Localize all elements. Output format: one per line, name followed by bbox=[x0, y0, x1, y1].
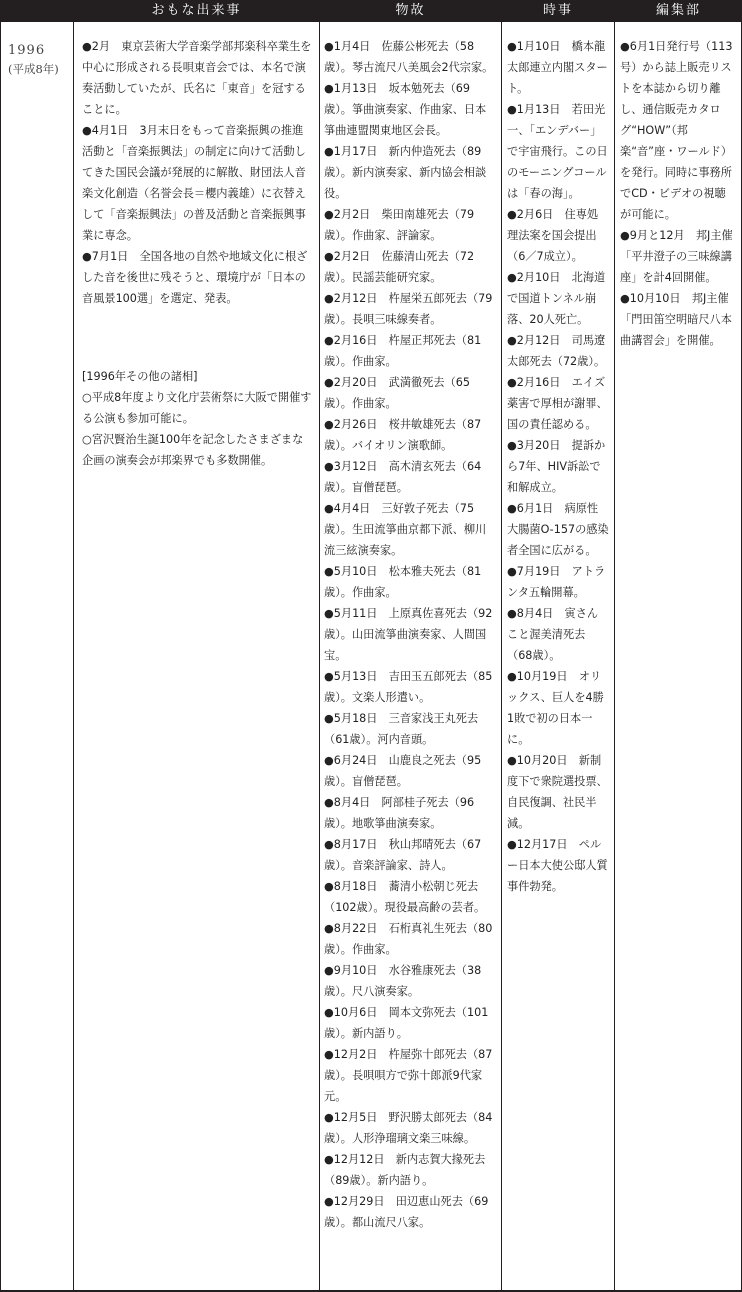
editorial-entry: ●10月10日 邦J主催「門田笛空明暗尺八本曲講習会」を開催。 bbox=[620, 292, 732, 347]
table-header bbox=[0, 0, 742, 22]
current-event-entry: ●2月6日 住専処理法案を国会提出（6／7成立）。 bbox=[507, 208, 599, 263]
current-event-entry: ●7月19日 アトランタ五輪開幕。 bbox=[507, 565, 606, 599]
obituary-entry: ●2月16日 杵屋正邦死去（81歳）。作曲家。 bbox=[324, 334, 482, 368]
editorial-entry: ●9月と12月 邦J主催「平井澄子の三味線講座」を計4回開催。 bbox=[620, 229, 733, 284]
obituary-entry: ●8月17日 秋山邦晴死去（67歳）。音楽評論家、詩人。 bbox=[324, 838, 482, 872]
obituary-entry: ●8月4日 阿部桂子死去（96歳）。地歌箏曲演奏家。 bbox=[324, 796, 475, 830]
current-event-entry: ●8月4日 寅さんこと渥美清死去（68歳）。 bbox=[507, 607, 599, 662]
current-event-entry: ●2月16日 エイズ薬害で厚相が謝罪、国の責任認める。 bbox=[507, 376, 608, 431]
obituary-entry: ●9月10日 水谷雅康死去（38歳）。尺八演奏家。 bbox=[324, 964, 482, 998]
header-editorial: 編集部 bbox=[655, 3, 701, 18]
obituary-entry: ●2月12日 杵屋栄五郎死去（79歳）。長唄三味線奏者。 bbox=[324, 292, 493, 326]
table-border-left bbox=[0, 0, 1, 1292]
obituary-entry: ●4月4日 三好敦子死去（75歳）。生田流箏曲京都下派、柳川流三絃演奏家。 bbox=[324, 502, 487, 557]
year-era: (平成8年) bbox=[8, 62, 59, 76]
obituary-entry: ●5月10日 松本雅夫死去（81歳）。作曲家。 bbox=[324, 565, 482, 599]
obituary-entry: ●2月2日 佐藤清山死去（72歳）。民謡芸能研究家。 bbox=[324, 250, 475, 284]
year-cell bbox=[8, 42, 70, 78]
obituary-entry: ●5月11日 上原真佐喜死去（92歳）。山田流箏曲演奏家、人間国宝。 bbox=[324, 607, 493, 662]
current-event-entry: ●1月10日 橋本龍太郎連立内閣スタート。 bbox=[507, 40, 608, 95]
column-divider bbox=[614, 0, 615, 1292]
current-event-entry: ●3月20日 提訴から7年、HIV訴訟で和解成立。 bbox=[507, 439, 606, 494]
obituary-entry: ●12月5日 野沢勝太郎死去（84歳）。人形浄瑠璃文楽三味線。 bbox=[324, 1111, 493, 1145]
obituary-entry: ●6月24日 山鹿良之死去（95歳）。盲僧琵琶。 bbox=[324, 754, 482, 788]
current-event-entry: ●10月20日 新制度下で衆院選投票、自民復調、社民半減。 bbox=[507, 754, 608, 830]
obituary-entry: ●12月29日 田辺恵山死去（69歳）。都山流尺八家。 bbox=[324, 1195, 489, 1229]
event-entry: ●7月1日 全国各地の自然や地域文化に根ざした音を後世に残そうと、環境庁が「日本の音風景100選」を選定、発表。 bbox=[82, 250, 308, 305]
current-event-entry: ●6月1日 病原性大腸菌O-157の感染者全国に広がる。 bbox=[507, 502, 609, 557]
obituary-entry: ●5月13日 吉田玉五郎死去（85歳）。文楽人形遣い。 bbox=[324, 670, 493, 704]
obituary-entry: ●2月2日 柴田南雄死去（79歳）。作曲家、評論家。 bbox=[324, 208, 475, 242]
obituary-entry: ●10月6日 岡本文弥死去（101歳）。新内語り。 bbox=[324, 1006, 489, 1040]
header-current-events: 時事 bbox=[542, 3, 573, 18]
obituary-entry: ●1月13日 坂本勉死去（69歳）。箏曲演奏家、作曲家、日本箏曲連盟関東地区会長。 bbox=[324, 82, 487, 137]
header-obituaries: 物故 bbox=[395, 3, 426, 18]
obituaries-column bbox=[324, 36, 496, 1233]
editorial-column bbox=[620, 36, 736, 351]
current-event-entry: ●2月10日 北海道で国道トンネル崩落、20人死亡。 bbox=[507, 271, 606, 326]
other-note-item: ○宮沢賢治生誕100年を記念したさまざまな企画の演奏会が邦楽界でも多数開催。 bbox=[82, 433, 304, 467]
obituary-entry: ●12月2日 杵屋弥十郎死去（87歳）。長唄唄方で弥十郎派9代家元。 bbox=[324, 1048, 493, 1103]
column-divider bbox=[501, 0, 502, 1292]
obituary-entry: ●1月4日 佐藤公彬死去（58歳）。琴古流尺八美風会2代宗家。 bbox=[324, 40, 494, 74]
column-divider bbox=[73, 0, 74, 1292]
current-event-entry: ●10月19日 オリックス、巨人を4勝1敗で初の日本一に。 bbox=[507, 670, 604, 746]
obituary-entry: ●2月26日 桜井敏雄死去（87歳）。バイオリン演歌師。 bbox=[324, 418, 482, 452]
current-events-column bbox=[507, 36, 609, 897]
obituary-entry: ●8月22日 石桁真礼生死去（80歳）。作曲家。 bbox=[324, 922, 493, 956]
event-entry: ●2月 東京芸術大学音楽学部邦楽科卒業生を中心に形成される長唄東音会では、本名で演奏活動していたが、氏名に「東音」を冠することに。 bbox=[82, 40, 312, 116]
column-divider bbox=[319, 0, 320, 1292]
obituary-entry: ●5月18日 三音家浅王丸死去（61歳）。河内音頭。 bbox=[324, 712, 479, 746]
event-entry: ●4月1日 3月末日をもって音楽振興の推進活動と「音楽振興法」の制定に向けて活動してきた国民会議が発展的に解散、財団法人音楽文化創造（名誉会長＝櫻内義雄）に衣替えして「音楽振興法」の普及活動と音楽振興事業に専念。 bbox=[82, 124, 306, 242]
obituary-entry: ●8月18日 蕎清小松朝じ死去（102歳）。現役最高齢の芸者。 bbox=[324, 880, 486, 914]
current-event-entry: ●2月12日 司馬遼太郎死去（72歳）。 bbox=[507, 334, 606, 368]
current-event-entry: ●12月17日 ペルー日本大使公邸人質事件勃発。 bbox=[507, 838, 608, 893]
other-notes-title: [1996年その他の諸相] bbox=[82, 370, 198, 383]
year-western: 1996 bbox=[8, 43, 46, 58]
header-main-events: おもな出来事 bbox=[151, 3, 242, 18]
obituary-entry: ●12月12日 新内志賀大掾死去（89歳）。新内語り。 bbox=[324, 1153, 486, 1187]
editorial-entry: ●6月1日発行号（113号）から誌上販売リストを本誌から切り離し、通信販売カタログ“HOW”（邦楽“音”座・ワールド）を発行。同時に事務所でCD・ビデオの視聴が可能に。 bbox=[620, 40, 733, 221]
main-events-column bbox=[82, 36, 312, 471]
other-note-item: ○平成8年度より文化庁芸術祭に大阪で開催する公演も参加可能に。 bbox=[82, 391, 312, 425]
current-event-entry: ●1月13日 若田光一、「エンデバー」で宇宙飛行。この日のモーニングコールは「春の海」。 bbox=[507, 103, 608, 200]
obituary-entry: ●2月20日 武満徹死去（65歳）。作曲家。 bbox=[324, 376, 471, 410]
obituary-entry: ●3月12日 高木清玄死去（64歳）。盲僧琵琶。 bbox=[324, 460, 482, 494]
obituary-entry: ●1月17日 新内仲造死去（89歳）。新内演奏家、新内協会相談役。 bbox=[324, 145, 487, 200]
